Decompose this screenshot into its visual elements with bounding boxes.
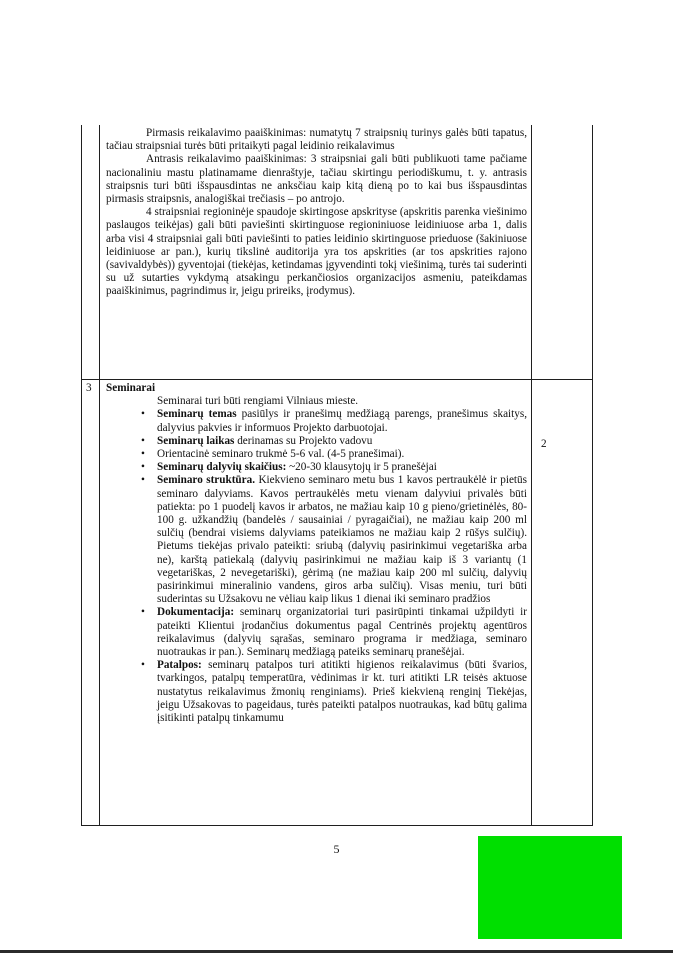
bullet-lead: Seminaro struktūra.: [157, 474, 256, 487]
scan-edge-line: [0, 950, 673, 953]
section-title: Seminarai: [106, 382, 156, 394]
bullet-item-topics: [106, 408, 527, 434]
bullet-text: pasiūlys ir pranešimų medžiagą parengs, pranešimus skaitys, dalyvius pakvies ir informuos Projekto darbuotojai.: [157, 408, 528, 434]
side-note-cell: [532, 125, 592, 379]
bullet-text: derinamas su Projekto vadovu: [234, 434, 373, 447]
green-highlight-box: [478, 836, 622, 939]
bullet-item-documentation: [106, 606, 527, 659]
side-note: 2: [541, 438, 547, 450]
bullet-item-duration: [106, 448, 527, 461]
row-content-cell: [100, 380, 532, 825]
paragraph-regional-press: 4 straipsniai regioninėje spaudoje skirtingose apskrityse (apskritis parenka viešinimo paslaugos teikėjas) gali būti paviešinti skirtinguose regioniniuose leidiniuose arba 1, dalis arba visi 4 straipsniai gali būti paviešinti to paties leidinio skirtinguose prieduose (šakiniuose leidiniuose ar pan.), kurių tikslinė auditorija yra tos apskrities (ar tos apskrities rajono (savivaldybės)) gyventojai (tiekėjas, ketindamas įgyvendinti tokį viešinimą, turės tai suderinti su už sutarties vykdymą atsakingu perkančiosios organizacijos asmeniu, pateikdamas paaiškinimus, pagrindimus ir, jeigu prireiks, įrodymus).: [106, 206, 527, 298]
bullet-lead: Seminarų temas: [157, 408, 237, 421]
bullet-text: seminarų patalpos turi atitikti higienos reikalavimus (būti švarios, tvarkingos, patalpų temperatūra, vėdinimas ir kt. turi atitikti LR teisės aktuose nustatytus reikalavimus žmonių renginiams). Prieš kiekvieną renginį Tiekėjas, jeigu Užsakovas to pageidaus, turės pateikti patalpos nuotraukas, kad būtų galima įsitikinti patalpų tinkamumu: [157, 659, 527, 725]
side-note-cell: [532, 380, 592, 825]
paragraph-first-clarification: Pirmasis reikalavimo paaiškinimas: numatytų 7 straipsnių turinys galės būti tapatus, tačiau straipsniai turės būti pritaikyti pagal leidinio reikalavimus: [106, 127, 527, 153]
bullet-text: seminarų organizatoriai turi pasirūpinti tinkamai užpildyti ir pateikti Klientui įrodančius dokumentus pagal Centrinės projektų agentūros reikalavimus (dalyvių sąrašas, seminaro programa ir medžiaga, seminaro nuotraukas ir pan.). Seminarų medžiagą pateiks seminarų pranešėjai.: [157, 606, 527, 659]
bullet-text: Kiekvieno seminaro metu bus 1 kavos pertraukėlė ir pietūs seminaro dalyviams. Kavos pertraukėlės metu vienam dalyviui privalės būti patiekta: po 1 puodelį kavos ir arbatos, ne mažiau kaip 10 g pieno/grietinėlės, 80-100 g. užkandžių (bandelės / sausainiai / pyragaičiai), ne mažiau kaip 200 ml sulčių (bendrai visiems dalyviams pateikiamos ne mažiau kaip 2 rūšys sulčių). Pietums tiekėjas privalo pateikti: sriubą (dalyvių pasirinkimui vegetariška arba ne), karštą patiekalą (dalyvių pasirinkimui ne mažiau kaip iš 3 variantų (1 vegetariškas, 2 nevegetariški), gėrimą (ne mažiau kaip 200 ml sulčių, dalyvių pasirinkimui mineralinio vandens, giros arba sulčių). Visas meniu, turi būti suderintas su Užsakovu ne vėliau kaip likus 1 dienai iki seminaro pradžios: [157, 474, 527, 606]
bullet-lead: Patalpos:: [157, 659, 202, 672]
requirements-table: [81, 125, 593, 826]
bullet-lead: Dokumentacija:: [157, 606, 235, 619]
row-content-cell: [100, 125, 532, 379]
bullet-text: ~20-30 klausytojų ir 5 pranešėjai: [286, 461, 437, 474]
row-number-cell: 3: [82, 380, 100, 825]
bullet-item-time: [106, 435, 527, 448]
bullet-text: Orientacinė seminaro trukmė 5-6 val. (4-5 pranešimai).: [157, 448, 405, 461]
page-number: 5: [333, 842, 340, 856]
intro-line: Seminarai turi būti rengiami Vilniaus mieste.: [157, 395, 359, 408]
paragraph-second-clarification: Antrasis reikalavimo paaiškinimas: 3 straipsniai gali būti publikuoti tame pačiame nacionaliniu mastu platinamame dienraštyje, tačiau skirtingu periodiškumu, t. y. antrasis straipsnis turi būti išspausdintas ne anksčiau kaip kitą dieną po to kai bus išspausdintas pirmasis straipsnis, analogiškai trečiasis – po antrojo.: [106, 153, 527, 206]
bullet-item-participants: [106, 461, 527, 474]
bullet-lead: Seminarų laikas: [157, 434, 235, 447]
bullet-list: [106, 408, 527, 725]
bullet-item-structure: [106, 474, 527, 606]
bullet-item-premises: [106, 659, 527, 725]
bullet-lead: Seminarų dalyvių skaičius:: [157, 461, 287, 474]
table-row-continuation: [82, 125, 592, 380]
row-number-cell: [82, 125, 100, 379]
table-row-seminars: [82, 380, 592, 825]
